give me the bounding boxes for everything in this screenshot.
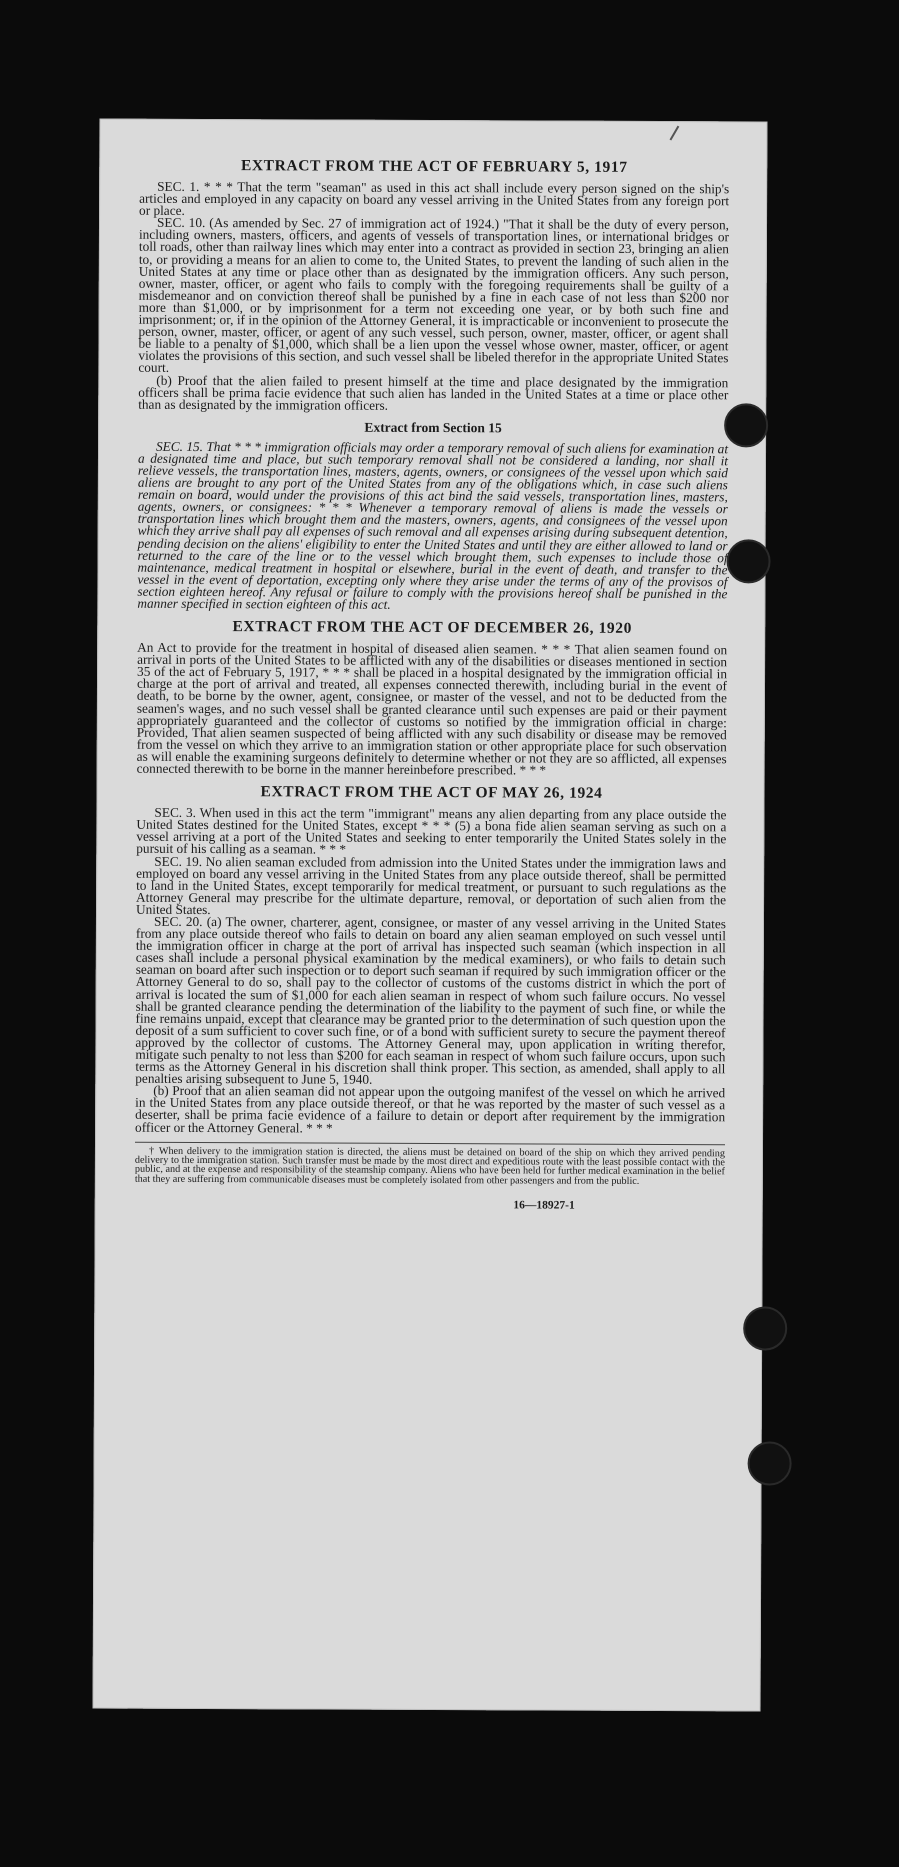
heading-act-1924: EXTRACT FROM THE ACT OF MAY 26, 1924	[260, 783, 603, 802]
punch-hole	[724, 403, 768, 447]
paragraph-sec15: SEC. 15. That * * * immigration officials may order a temporary removal of such aliens for examination at a designated time and place, but such temporary removal shall not be considered a landing, nor shall it relieve vessels, the transportation lines, masters, agents, owners, or consignees of the vessel upon which said aliens are brought to any port of the United States from any of the obligations which, in case such aliens remain on board, would under the provisions of this act bind the said vessels, transportation lines, masters, agents, owners, or consignees: * * * Whenever a temporary removal of aliens is made the vessels or transportation lines which brought them and the masters, owners, agents, and consignees of the vessel upon which they arrive shall pay all expenses of such removal and all expenses arising during subsequent detention, pending decision on the aliens' eligibility to enter the United States and until they are either allowed to land or returned to the care of the line or to the vessel which brought them, such expenses to include those of maintenance, medical treatment in hospital or elsewhere, burial in the event of death, and transfer to the vessel in the event of deportation, excepting only where they arise under the terms of any of the provisos of section eighteen hereof. Any refusal or failure to comply with the provisions hereof shall be punished in the manner specified in section eighteen of this act.	[137, 438, 729, 612]
heading-section-15: Extract from Section 15	[364, 419, 502, 436]
paragraph-1924-sec20-b: (b) Proof that an alien seaman did not appear upon the outgoing manifest of the vessel on which he arrived in the United States from any place outside thereof, or that he was reported by the master of such vessel as a deserter, shall be prima facie evidence of a failure to detain or deport after requirement by the immigration officer or the Attorney General. * * *	[135, 1083, 726, 1136]
paragraph-sec10: SEC. 10. (As amended by Sec. 27 of immigration act of 1924.) "That it shall be the duty of every person, including owners, masters, officers, and agents of vessels of transportation lines, or international bridges or toll roads, other than railway lines which may enter into a contract as provided in section 23, bringing an alien to, or providing a means for an alien to come to, the United States, to prevent the landing of such alien in the United States at any time or place other than as designated by the immigration officers. Any such person, owner, master, officer, or agent who fails to comply with the foregoing requirements shall be guilty of a misdemeanor and on conviction thereof shall be punished by a fine in each case of not less than $200 nor more than $1,000, or by imprisonment for a term not exceeding one year, or by both such fine and imprisonment; or, if in the opinion of the Attorney General, it is impracticable or inconvenient to prosecute the person, owner, master, officer, or agent of any such vessel, such person, owner, master, officer, or agent shall be liable to a penalty of $1,000, which shall be a lien upon the vessel whose owner, master, officer, or agent violates the provisions of this section, and such vessel shall be libeled therefor in the appropriate United States court.	[138, 215, 730, 376]
paragraph-1924-sec19: SEC. 19. No alien seaman excluded from admission into the United States under the immigration laws and employed on board any vessel arriving in the United States from any place outside thereof, shall be permitted to land in the United States, except temporarily for medical treatment, or pursuant to such regulations as the Attorney General may prescribe for the ultimate departure, removal, or deportation of such alien from the United States.	[135, 853, 727, 917]
punch-hole	[748, 1441, 792, 1485]
heading-act-1920: EXTRACT FROM THE ACT OF DECEMBER 26, 1920	[232, 618, 633, 637]
paragraph-1920: An Act to provide for the treatment in hospital of diseased alien seamen. * * * That alien seamen found on arrival in ports of the United States to be afflicted with any of the disabilities or diseases mentioned in section 35 of the act of February 5, 1917, * * * shall be placed in a hospital designated by the immigration official in charge at the port of arrival and treated, all expenses connected therewith, including burial in the event of death, to be borne by the owner, agent, consignee, or master of the vessel, and not to be deducted from the seamen's wages, and no such vessel shall be granted clearance until such expenses are paid or their payment appropriately guaranteed and the collector of customs so notified by the immigration official in charge: Provided, That alien seamen suspected of being afflicted with any such disability or disease may be removed from the vessel on which they arrive to an immigration station or other appropriate place for such observation as will enable the examining surgeons definitely to determine whether or not they are so afflicted, all expenses connected therewith to be borne in the manner hereinbefore prescribed. * * *	[136, 639, 728, 778]
page-mark	[670, 126, 680, 141]
footnote-text: † When delivery to the immigration station is directed, the aliens must be detained on board of the ship on which they arrived pending delivery to the immigration station. Such transfer must be made by the most direct and expeditious route with the least possible contact with the public, and at the expense and responsibility of the steamship company. Aliens who have been held for further medical examination in the belief that they are suffering from communicable diseases must be completely isolated from other passengers and from the public.	[134, 1145, 725, 1187]
paragraph-sec1: SEC. 1. * * * That the term "seaman" as used in this act shall include every person signed on the ship's articles and employed in any capacity on board any vessel arriving in the United States from any foreign port or place.	[139, 178, 730, 219]
punch-hole	[726, 539, 770, 583]
paragraph-sec10-b: (b) Proof that the alien failed to present himself at the time and place designated by the immigration officers shall be prima facie evidence that such alien has landed in the United States at a time or place other than as designated by the immigration officers.	[138, 372, 729, 413]
form-code: 16—18927-1	[513, 1199, 575, 1212]
heading-act-1917: EXTRACT FROM THE ACT OF FEBRUARY 5, 1917	[240, 157, 628, 176]
document-body	[135, 157, 730, 1213]
footnote	[135, 1141, 725, 1186]
paragraph-1924-sec3: SEC. 3. When used in this act the term "immigrant" means any alien departing from any place outside the United States destined for the United States, except * * * (5) a bona fide alien seaman serving as such on a vessel arriving at a port of the United States and seeking to enter temporarily the United States solely in the pursuit of his calling as a seaman. * * *	[136, 804, 727, 858]
paragraph-1924-sec20: SEC. 20. (a) The owner, charterer, agent, consignee, or master of any vessel arriving in the United States from any place outside thereof who fails to detain on board any alien seaman employed on such vessel until the immigration officer in charge at the port of arrival has inspected such seaman (which inspection in all cases shall include a personal physical examination by the medical examiners), or who fails to detain such seaman on board after such inspection or to deport such seaman if required by such immigration officer or the Attorney General to do so, shall pay to the collector of customs of the customs district in which the port of arrival is located the sum of $1,000 for each alien seaman in respect of whom such failure occurs. No vessel shall be granted clearance pending the determination of the liability to the payment of such fine, or while the fine remains unpaid, except that clearance may be granted prior to the determination of such question upon the deposit of a sum sufficient to cover such fine, or of a bond with sufficient surety to secure the payment thereof approved by the collector of customs. The Attorney General may, upon application in writing therefor, mitigate such penalty to not less than $200 for each seaman in respect of whom such failure occurs, upon such terms as the Attorney General in his discretion shall think proper. This section, as amended, shall apply to all penalties arising subsequent to June 5, 1940.	[135, 913, 726, 1087]
document-page	[93, 119, 768, 1712]
punch-hole	[743, 1306, 787, 1350]
